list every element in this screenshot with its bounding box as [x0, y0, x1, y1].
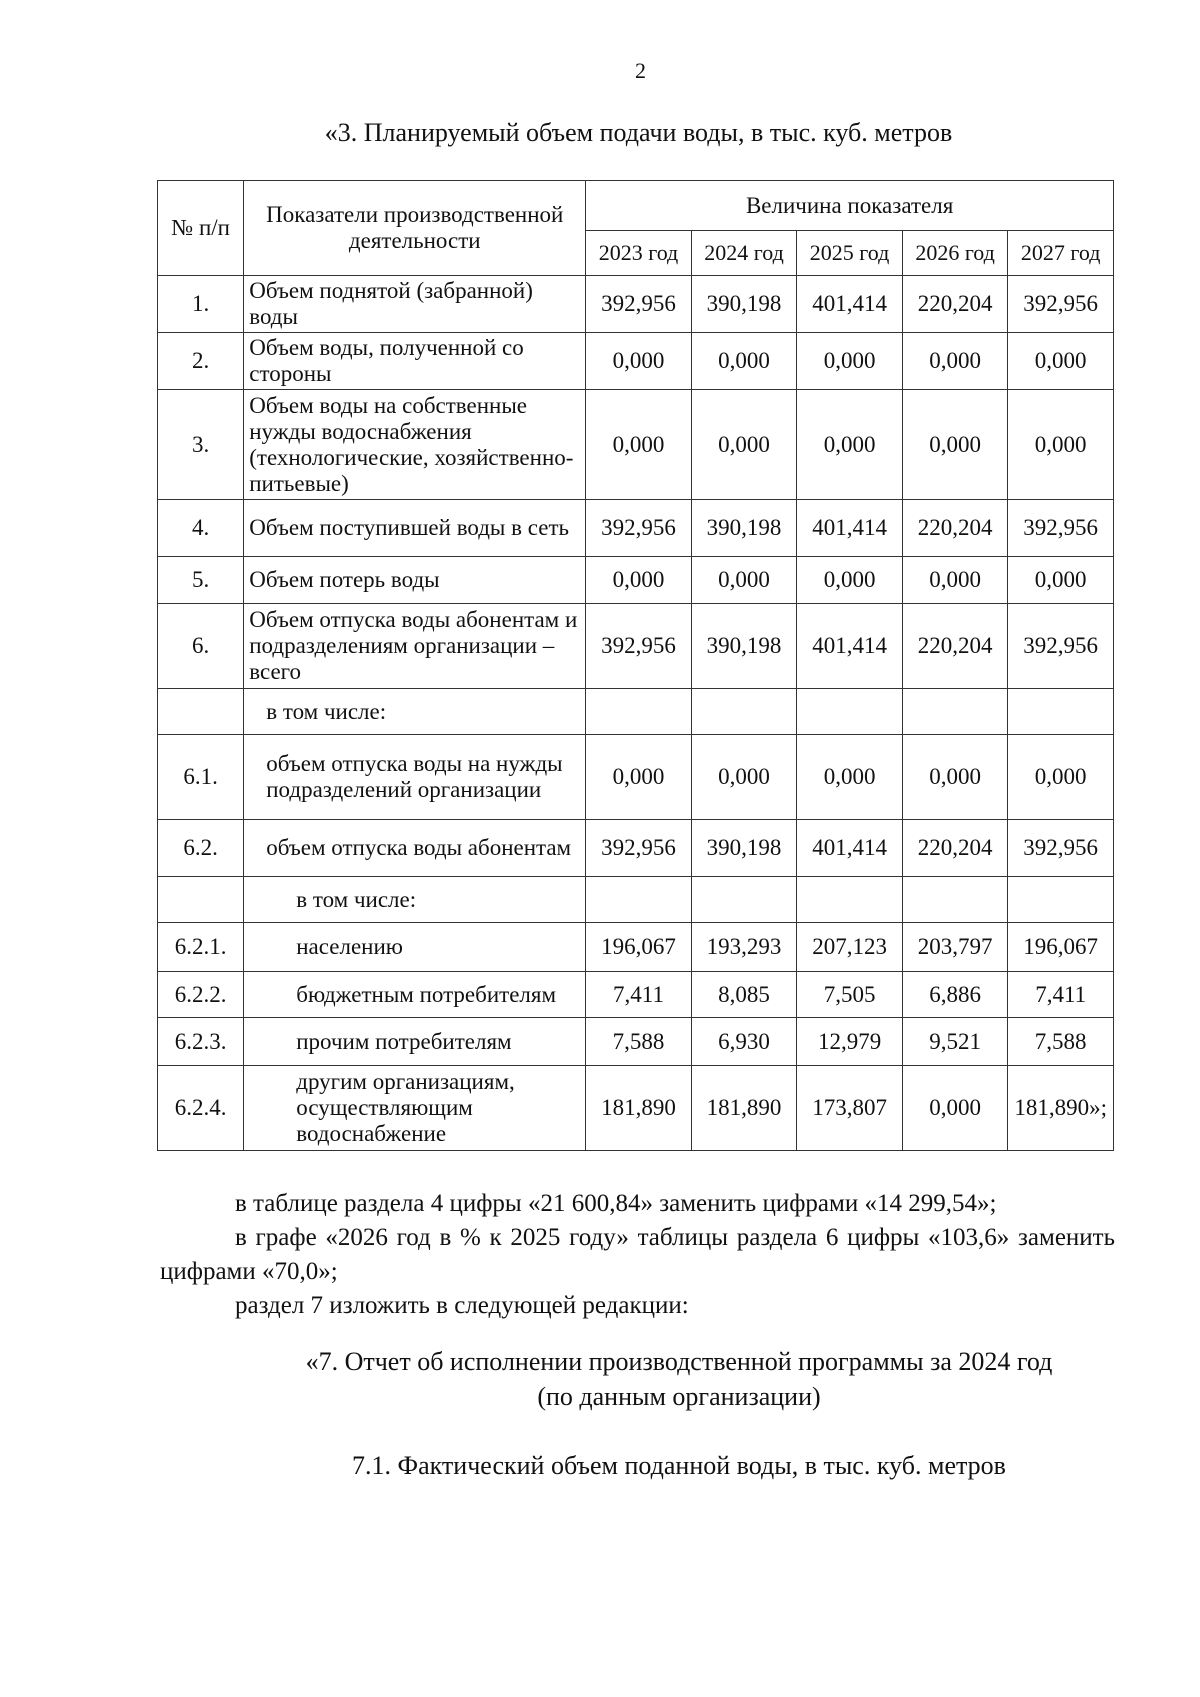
row-value: 392,956: [1008, 276, 1114, 333]
header-indicator: Показатели производственной деятельности: [244, 181, 586, 276]
page-number: 2: [635, 58, 646, 83]
row-name: в том числе:: [244, 689, 586, 735]
row-num: 6.2.1.: [158, 923, 244, 972]
section7-title-line1: «7. Отчет об исполнении производственной программы за 2024 год: [305, 1347, 1053, 1376]
row-value: 0,000: [586, 735, 692, 820]
table-row: [158, 500, 1114, 557]
table-row: [158, 735, 1114, 820]
row-value: 173,807: [797, 1066, 903, 1151]
row-value: 401,414: [797, 500, 903, 557]
paragraph: раздел 7 изложить в следующей редакции:: [235, 1292, 689, 1319]
row-name: Объем потерь воды: [244, 557, 586, 604]
header-year: 2026 год: [902, 231, 1008, 276]
row-value: 0,000: [586, 333, 692, 390]
row-name: Объем поднятой (забранной) воды: [244, 276, 586, 333]
row-value: 392,956: [586, 820, 692, 877]
row-value: 181,890»;: [1008, 1066, 1114, 1151]
row-value: [797, 689, 903, 735]
row-num: 5.: [158, 557, 244, 604]
row-value: 12,979: [797, 1018, 903, 1066]
row-num: 6.2.4.: [158, 1066, 244, 1151]
row-value: 7,588: [1008, 1018, 1114, 1066]
row-name: бюджетным потребителям: [244, 972, 586, 1018]
table-row: [158, 689, 1114, 735]
row-value: 7,505: [797, 972, 903, 1018]
row-value: 392,956: [1008, 820, 1114, 877]
row-name: объем отпуска воды абонентам: [244, 820, 586, 877]
row-value: 193,293: [691, 923, 797, 972]
row-name: прочим потребителям: [244, 1018, 586, 1066]
table-row: [158, 276, 1114, 333]
row-value: 0,000: [902, 1066, 1008, 1151]
row-value: 196,067: [586, 923, 692, 972]
row-name: Объем воды на собственные нужды водоснабжения (технологические, хозяйственно-питьевые): [244, 390, 586, 500]
row-num: 2.: [158, 333, 244, 390]
row-num: 6.1.: [158, 735, 244, 820]
row-value: 6,930: [691, 1018, 797, 1066]
table-row: [158, 333, 1114, 390]
row-value: 0,000: [902, 333, 1008, 390]
row-value: 0,000: [586, 557, 692, 604]
water-supply-table: [157, 180, 1114, 1151]
row-value: 0,000: [902, 557, 1008, 604]
row-value: 0,000: [586, 390, 692, 500]
row-value: 0,000: [1008, 735, 1114, 820]
row-value: 0,000: [691, 390, 797, 500]
section7-title-line2: (по данным организации): [537, 1382, 821, 1411]
row-value: 0,000: [691, 557, 797, 604]
paragraph: в таблице раздела 4 цифры «21 600,84» заменить цифрами «14 299,54»;: [235, 1190, 997, 1217]
row-value: [691, 877, 797, 923]
row-num: 6.2.3.: [158, 1018, 244, 1066]
header-value-group: Величина показателя: [586, 181, 1114, 231]
row-value: 401,414: [797, 820, 903, 877]
row-value: 220,204: [902, 604, 1008, 689]
row-value: 0,000: [902, 735, 1008, 820]
header-year: 2027 год: [1008, 231, 1114, 276]
row-value: 7,411: [1008, 972, 1114, 1018]
row-value: 203,797: [902, 923, 1008, 972]
row-value: 0,000: [902, 390, 1008, 500]
row-value: 0,000: [691, 735, 797, 820]
row-value: 0,000: [797, 735, 903, 820]
row-value: 0,000: [1008, 333, 1114, 390]
row-value: [586, 877, 692, 923]
row-value: [902, 689, 1008, 735]
header-num: № п/п: [158, 181, 244, 276]
paragraph: в графе «2026 год в % к 2025 году» таблицы раздела 6 цифры «103,6» заменить цифрами «70,0»;: [160, 1224, 1115, 1285]
row-value: 220,204: [902, 820, 1008, 877]
row-value: 0,000: [691, 333, 797, 390]
row-value: 0,000: [797, 333, 903, 390]
row-value: 8,085: [691, 972, 797, 1018]
header-year: 2024 год: [691, 231, 797, 276]
row-value: [1008, 877, 1114, 923]
row-value: 390,198: [691, 820, 797, 877]
row-value: 392,956: [1008, 500, 1114, 557]
table-row: [158, 820, 1114, 877]
row-value: 0,000: [1008, 390, 1114, 500]
row-value: 401,414: [797, 604, 903, 689]
table-row: [158, 604, 1114, 689]
section-title: «3. Планируемый объем подачи воды, в тыс. куб. метров: [324, 118, 953, 147]
row-value: 220,204: [902, 276, 1008, 333]
row-value: 392,956: [1008, 604, 1114, 689]
row-value: 390,198: [691, 604, 797, 689]
row-value: 9,521: [902, 1018, 1008, 1066]
row-value: 392,956: [586, 500, 692, 557]
row-value: 0,000: [797, 390, 903, 500]
row-num: 6.2.2.: [158, 972, 244, 1018]
row-num: 3.: [158, 390, 244, 500]
row-value: [797, 877, 903, 923]
amendments-text: [160, 1187, 1115, 1323]
row-num: [158, 877, 244, 923]
row-value: 390,198: [691, 276, 797, 333]
row-name: Объем воды, полученной со стороны: [244, 333, 586, 390]
row-value: 6,886: [902, 972, 1008, 1018]
header-year: 2023 год: [586, 231, 692, 276]
row-num: 6.2.: [158, 820, 244, 877]
header-year: 2025 год: [797, 231, 903, 276]
row-num: 1.: [158, 276, 244, 333]
row-value: 0,000: [797, 557, 903, 604]
row-name: другим организациям, осуществляющим водоснабжение: [244, 1066, 586, 1151]
row-value: 392,956: [586, 276, 692, 333]
row-value: 181,890: [691, 1066, 797, 1151]
table-row: [158, 557, 1114, 604]
row-value: 401,414: [797, 276, 903, 333]
row-num: [158, 689, 244, 735]
table-row: [158, 1066, 1114, 1151]
section71-title: 7.1. Фактический объем поданной воды, в тыс. куб. метров: [352, 1451, 1006, 1480]
row-num: 6.: [158, 604, 244, 689]
row-name: населению: [244, 923, 586, 972]
row-value: 0,000: [1008, 557, 1114, 604]
row-value: [691, 689, 797, 735]
row-value: 181,890: [586, 1066, 692, 1151]
row-num: 4.: [158, 500, 244, 557]
table-row: [158, 923, 1114, 972]
row-value: 390,198: [691, 500, 797, 557]
row-value: 392,956: [586, 604, 692, 689]
table-row: [158, 390, 1114, 500]
row-value: 220,204: [902, 500, 1008, 557]
row-value: [586, 689, 692, 735]
table-row: [158, 1018, 1114, 1066]
row-value: 7,411: [586, 972, 692, 1018]
row-value: 7,588: [586, 1018, 692, 1066]
row-name: Объем отпуска воды абонентам и подразделениям организации – всего: [244, 604, 586, 689]
row-value: [902, 877, 1008, 923]
table-row: [158, 877, 1114, 923]
row-value: 207,123: [797, 923, 903, 972]
row-name: в том числе:: [244, 877, 586, 923]
row-value: 196,067: [1008, 923, 1114, 972]
row-name: объем отпуска воды на нужды подразделений организации: [244, 735, 586, 820]
row-name: Объем поступившей воды в сеть: [244, 500, 586, 557]
table-row: [158, 972, 1114, 1018]
row-value: [1008, 689, 1114, 735]
